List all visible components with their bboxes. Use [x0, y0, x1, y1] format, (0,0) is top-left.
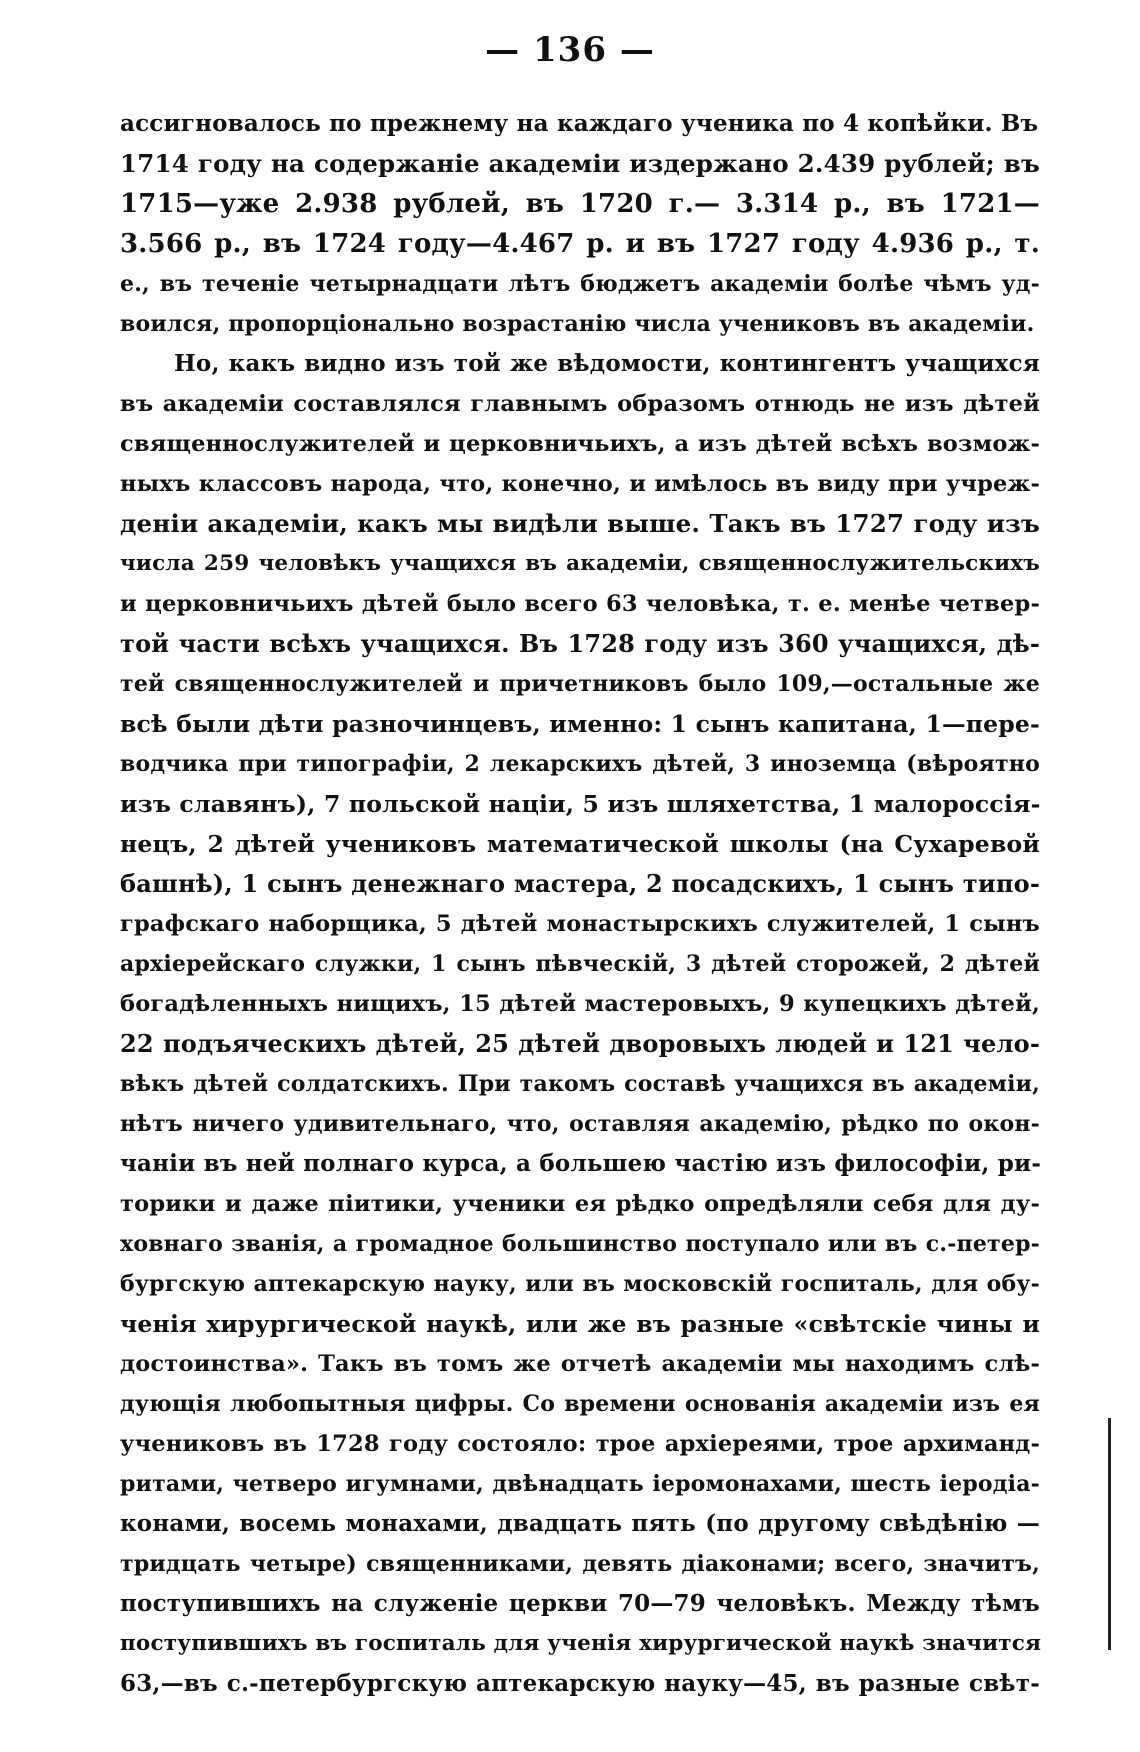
text-line: башнѣ), 1 сынъ денежнаго мастера, 2 посадскихъ, 1 сынъ типо-: [120, 869, 1040, 898]
text-line: ритами, четверо игумнами, двѣнадцать іеромонахами, шесть іеродіа-: [120, 1471, 1040, 1497]
text-line: торики и даже піитики, ученики ея рѣдко опредѣляли себя для ду-: [120, 1191, 1040, 1217]
text-line: въ академіи составлялся главнымъ образомъ отнюдь не изъ дѣтей: [120, 391, 1040, 417]
text-line: чаніи въ ней полнаго курса, а большею частію изъ философіи, ри-: [120, 1150, 1042, 1177]
text-line: е., въ теченіе четырнадцати лѣтъ бюджетъ академіи болѣе чѣмъ уд-: [120, 271, 1040, 297]
text-line: ховнаго званія, а громадное большинство поступало или въ с.-петер-: [120, 1231, 1040, 1257]
text-line: графскаго наборщика, 5 дѣтей монастырскихъ служителей, 1 сынъ: [120, 911, 1040, 937]
text-line: бургскую аптекарскую науку, или въ московскій госпиталь, для обу-: [120, 1271, 1040, 1297]
text-line: 63,—въ с.-петербургскую аптекарскую науку—45, въ разные свѣт-: [120, 1670, 1040, 1697]
text-line: тей священнослужителей и причетниковъ было 109,—остальные же: [120, 671, 1040, 697]
text-line: архіерейскаго служки, 1 сынъ пѣвческій, 3 дѣтей сторожей, 2 дѣтей: [120, 951, 1040, 977]
text-line: вѣкъ дѣтей солдатскихъ. При такомъ составѣ учащихся въ академіи,: [120, 1071, 1040, 1097]
text-line: богадѣленныхъ нищихъ, 15 дѣтей мастеровыхъ, 9 купецкихъ дѣтей,: [120, 991, 1040, 1017]
text-line: конами, восемь монахами, двадцать пять (по другому свѣдѣнію —: [120, 1510, 1040, 1537]
page-number: — 136 —: [485, 30, 655, 70]
text-line: учениковъ въ 1728 году состояло: трое архіереями, трое архиманд-: [120, 1431, 1040, 1457]
text-line: ныхъ классовъ народа, что, конечно, и имѣлось въ виду при учреж-: [120, 471, 1040, 497]
text-line: водчика при типографіи, 2 лекарскихъ дѣтей, 3 иноземца (вѣроятно: [120, 751, 1040, 777]
text-line: той части всѣхъ учащихся. Въ 1728 году изъ 360 учащихся, дѣ-: [120, 629, 1040, 658]
text-line: достоинства». Такъ въ томъ же отчетѣ академіи мы находимъ слѣ-: [120, 1351, 1040, 1377]
text-line: нецъ, 2 дѣтей учениковъ математической школы (на Сухаревой: [120, 830, 1040, 858]
text-line: числа 259 человѣкъ учащихся въ академіи, священнослужительскихъ: [120, 551, 1040, 576]
text-line: 1714 году на содержаніе академіи издержано 2.439 рублей; въ: [120, 149, 1040, 178]
text-line: поступившихъ въ госпиталь для ученія хирургической наукѣ значится: [120, 1631, 1042, 1656]
text-line: дующія любопытныя цифры. Со времени основанія академіи изъ ея: [120, 1391, 1040, 1417]
margin-rule: [1108, 1418, 1111, 1650]
text-line: поступившихъ на служеніе церкви 70—79 человѣкъ. Между тѣмъ: [120, 1590, 1040, 1617]
text-line: священнослужителей и церковничьихъ, а изъ дѣтей всѣхъ возмож-: [120, 431, 1040, 457]
text-line: всѣ были дѣти разночинцевъ, именно: 1 сынъ капитана, 1—пере-: [120, 710, 1040, 738]
text-line: деніи академіи, какъ мы видѣли выше. Такъ въ 1727 году изъ: [120, 509, 1040, 538]
text-line: 1715—уже 2.938 рублей, въ 1720 г.— 3.314 р., въ 1721—: [120, 189, 1040, 219]
text-line: и церковничьихъ дѣтей было всего 63 человѣка, т. е. менѣе четвер-: [120, 591, 1040, 617]
text-line: 22 подъяческихъ дѣтей, 25 дѣтей дворовыхъ людей и 121 чело-: [120, 1029, 1040, 1058]
text-line: ассигновалось по прежнему на каждаго ученика по 4 копѣйки. Въ: [120, 110, 1039, 137]
text-line: Но, какъ видно изъ той же вѣдомости, контингентъ учащихся: [174, 350, 1040, 377]
text-line: нѣтъ ничего удивительнаго, что, оставляя академію, рѣдко по окон-: [120, 1111, 1040, 1137]
text-line: тридцать четыре) священниками, девять діаконами; всего, значитъ,: [120, 1551, 1040, 1577]
text-line: изъ славянъ), 7 польской націи, 5 изъ шляхетства, 1 малороссія-: [120, 790, 1041, 818]
text-line: 3.566 р., въ 1724 году—4.467 р. и въ 1727 году 4.936 р., т.: [120, 229, 1040, 259]
text-line: воился, пропорціонально возрастанію числа учениковъ въ академіи.: [120, 311, 1035, 337]
text-line: ченія хирургической наукѣ, или же въ разные «свѣтскіе чины и: [120, 1310, 1040, 1338]
